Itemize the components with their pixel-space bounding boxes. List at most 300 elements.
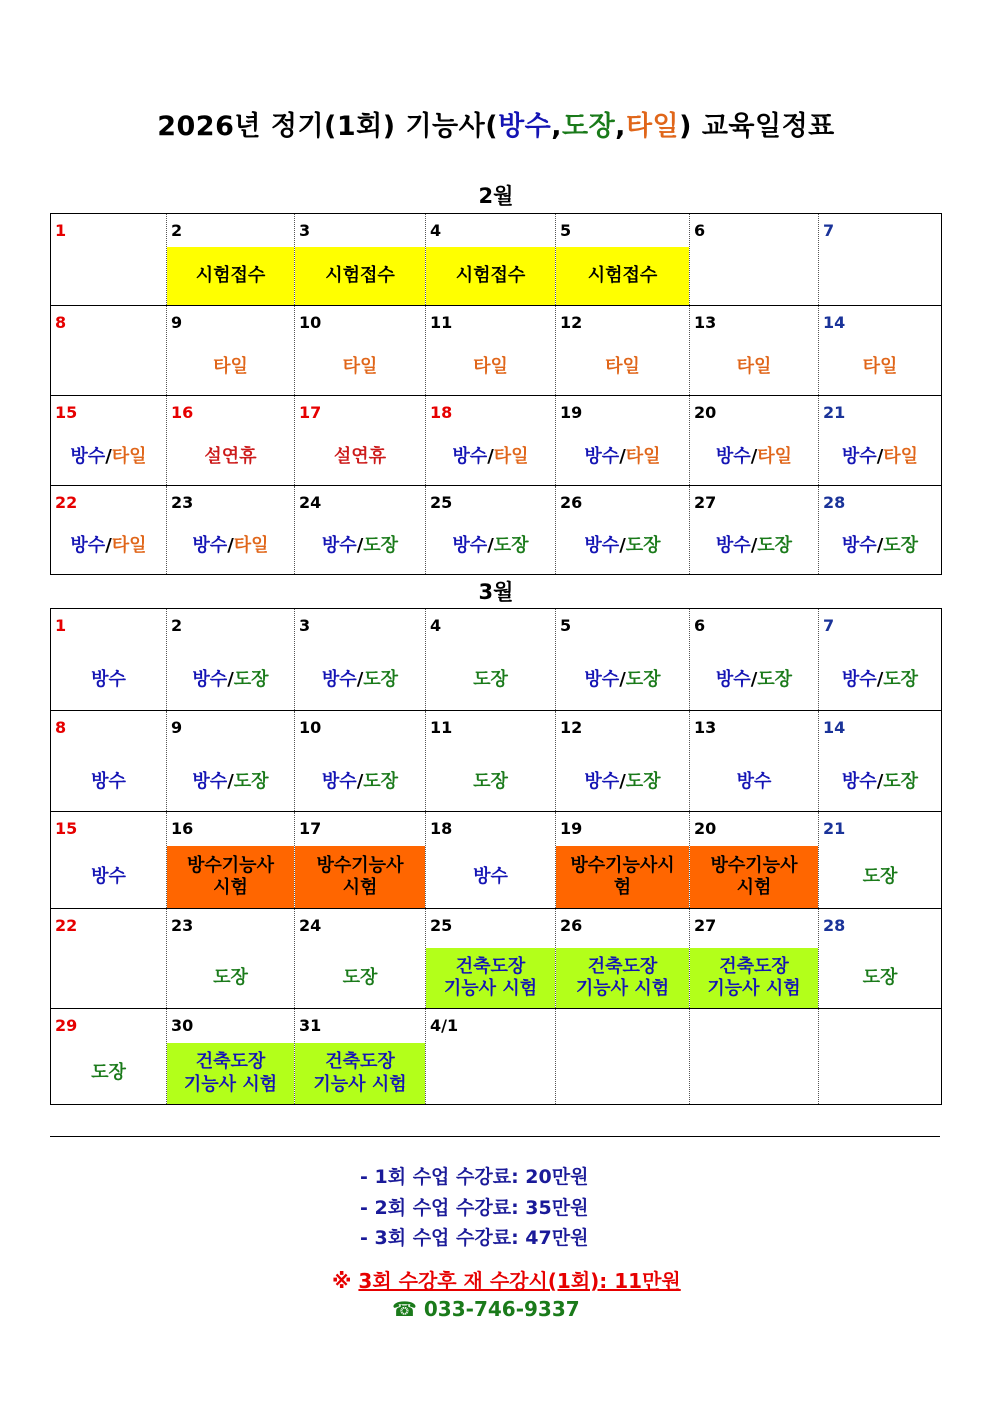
day-cell xyxy=(295,486,426,575)
event-text: 방수 xyxy=(841,669,877,691)
day-number: 24 xyxy=(299,493,322,512)
day-cell xyxy=(819,1009,942,1105)
event-line xyxy=(187,877,274,900)
week-row xyxy=(51,214,942,306)
day-cell xyxy=(51,396,167,486)
event-text: 시험 xyxy=(736,877,772,898)
event-text: 방수 xyxy=(841,445,877,467)
event-text: 타일 xyxy=(605,355,640,377)
day-cell xyxy=(426,214,556,306)
event-line xyxy=(605,356,640,379)
event-line xyxy=(842,535,918,558)
event-text: 도장 xyxy=(213,966,248,988)
day-number: 26 xyxy=(560,916,583,935)
day-number: 18 xyxy=(430,403,453,422)
day-cell xyxy=(167,812,295,909)
day-number: 7 xyxy=(823,616,835,635)
day-cell xyxy=(690,214,819,306)
event-block xyxy=(426,247,555,305)
week-row xyxy=(51,1009,942,1105)
event-text: 도장 xyxy=(625,669,661,691)
day-cell xyxy=(167,711,295,812)
event-block xyxy=(167,247,294,305)
event-text: 방수 xyxy=(192,770,228,792)
event-text: 방수 xyxy=(584,445,620,467)
day-cell xyxy=(556,306,690,396)
event-block xyxy=(426,753,555,811)
event-text: / xyxy=(487,445,494,467)
event-block xyxy=(51,1043,166,1104)
event-text: 시험 xyxy=(213,877,248,898)
day-cell xyxy=(690,812,819,909)
day-cell xyxy=(690,909,819,1009)
day-number: 25 xyxy=(430,916,453,935)
day-cell xyxy=(819,812,942,909)
event-block xyxy=(690,429,818,485)
calendar-feb xyxy=(50,213,942,575)
fee-line: - 1회 수업 수강료: 20만원 xyxy=(360,1166,589,1188)
event-line xyxy=(588,265,658,288)
day-number: 27 xyxy=(694,493,717,512)
day-cell xyxy=(819,214,942,306)
day-cell xyxy=(167,909,295,1009)
day-cell xyxy=(295,1009,426,1105)
event-text: / xyxy=(619,669,626,691)
event-line xyxy=(313,1074,406,1097)
event-text: 방수 xyxy=(321,669,357,691)
day-number: 15 xyxy=(55,403,78,422)
day-cell xyxy=(690,396,819,486)
event-text: 도장 xyxy=(363,669,399,691)
day-number: 11 xyxy=(430,718,453,737)
day-number: 13 xyxy=(694,718,717,737)
day-cell xyxy=(167,1009,295,1105)
event-text: / xyxy=(619,445,626,467)
day-cell xyxy=(819,609,942,711)
week-row xyxy=(51,812,942,909)
event-line xyxy=(842,669,918,692)
event-text: 도장 xyxy=(862,865,898,887)
event-text: 타일 xyxy=(342,355,378,377)
day-cell xyxy=(167,609,295,711)
event-line xyxy=(187,855,274,878)
event-text: / xyxy=(105,535,112,557)
event-block xyxy=(690,846,818,908)
event-block xyxy=(556,339,689,395)
event-text: 도장 xyxy=(883,669,919,691)
page-title: 2026년 정기(1회) 기능사(방수,도장,타일) 교육일정표 xyxy=(157,111,835,142)
event-block xyxy=(690,753,818,811)
event-text: 도장 xyxy=(363,535,399,557)
day-number: 28 xyxy=(823,916,846,935)
event-text: 건축도장 xyxy=(587,955,658,977)
event-text: / xyxy=(619,770,626,792)
event-block xyxy=(819,753,941,811)
event-block xyxy=(426,948,555,1008)
day-number: 23 xyxy=(171,916,194,935)
day-number: 6 xyxy=(694,221,706,240)
event-block xyxy=(167,429,294,485)
day-number: 4/1 xyxy=(430,1016,459,1035)
event-line xyxy=(322,535,398,558)
event-block xyxy=(295,753,425,811)
day-cell xyxy=(819,711,942,812)
phone-icon: ☎ xyxy=(392,1297,417,1321)
event-text: 건축도장 xyxy=(195,1051,266,1072)
event-block xyxy=(690,519,818,574)
event-line xyxy=(473,669,508,692)
event-text: 방수 xyxy=(91,770,126,792)
event-block xyxy=(819,339,941,395)
day-cell xyxy=(295,306,426,396)
day-cell xyxy=(51,214,167,306)
day-number: 14 xyxy=(823,313,846,332)
event-line xyxy=(91,771,126,794)
month-label-feb: 2월 xyxy=(478,184,514,208)
event-block xyxy=(167,339,294,395)
day-number: 17 xyxy=(299,403,322,422)
week-row xyxy=(51,711,942,812)
event-text: / xyxy=(227,669,234,691)
day-number: 23 xyxy=(171,493,194,512)
event-block xyxy=(690,948,818,1008)
event-text: 방수 xyxy=(715,669,751,691)
day-number: 8 xyxy=(55,718,67,737)
event-block xyxy=(426,846,555,908)
week-row xyxy=(51,609,942,711)
event-block xyxy=(167,651,294,710)
day-cell xyxy=(167,306,295,396)
event-text: 방수 xyxy=(584,535,620,557)
day-number: 28 xyxy=(823,493,846,512)
event-line xyxy=(584,446,660,469)
day-cell xyxy=(167,396,295,486)
day-cell xyxy=(556,812,690,909)
event-line xyxy=(192,535,268,558)
event-line xyxy=(452,535,528,558)
event-text: 방수 xyxy=(584,669,620,691)
retake-note-text: 3회 수강후 재 수강시(1회): 11만원 xyxy=(358,1269,681,1293)
event-block xyxy=(51,846,166,908)
event-text: 도장 xyxy=(757,535,793,557)
event-text: 도장 xyxy=(493,535,529,557)
event-block xyxy=(690,651,818,710)
day-cell xyxy=(819,486,942,575)
day-number: 7 xyxy=(823,221,835,240)
event-text: / xyxy=(105,445,112,467)
phone-number: 033-746-9337 xyxy=(423,1297,580,1321)
event-block xyxy=(426,651,555,710)
event-line xyxy=(196,265,266,288)
event-text: 도장 xyxy=(862,966,898,988)
event-block xyxy=(819,846,941,908)
day-cell xyxy=(819,306,942,396)
day-number: 13 xyxy=(694,313,717,332)
day-number: 2 xyxy=(171,616,183,635)
event-line xyxy=(842,771,918,794)
event-block xyxy=(295,339,425,395)
event-text: / xyxy=(876,770,884,792)
event-block xyxy=(295,429,425,485)
event-text: / xyxy=(876,535,884,557)
event-line xyxy=(184,1051,277,1074)
day-number: 29 xyxy=(55,1016,78,1035)
month-label-mar: 3월 xyxy=(478,580,514,604)
event-text: / xyxy=(487,535,494,557)
event-line xyxy=(70,446,146,469)
event-line xyxy=(584,669,660,692)
event-block xyxy=(295,651,425,710)
day-number: 1 xyxy=(55,221,67,240)
day-number: 17 xyxy=(299,819,322,838)
event-line xyxy=(452,446,528,469)
day-cell xyxy=(556,396,690,486)
event-line xyxy=(842,446,918,469)
event-text: 건축도장 xyxy=(719,955,789,977)
event-text: 방수 xyxy=(192,669,228,691)
day-cell xyxy=(426,812,556,909)
day-cell xyxy=(51,306,167,396)
day-number: 22 xyxy=(55,493,78,512)
event-block xyxy=(556,948,689,1008)
day-cell xyxy=(426,609,556,711)
event-text: 방수 xyxy=(841,535,877,557)
day-cell xyxy=(295,609,426,711)
event-block xyxy=(51,429,166,485)
fee-line: - 3회 수업 수강료: 47만원 xyxy=(360,1227,589,1249)
day-number: 19 xyxy=(560,819,583,838)
event-line xyxy=(716,446,792,469)
day-cell xyxy=(426,1009,556,1105)
event-block xyxy=(426,429,555,485)
event-block xyxy=(51,753,166,811)
event-text: 타일 xyxy=(862,355,898,377)
event-text: 타일 xyxy=(736,355,772,377)
event-text: 시험접수 xyxy=(325,264,395,286)
event-text: / xyxy=(876,445,884,467)
event-block xyxy=(295,1043,425,1104)
day-number: 1 xyxy=(55,616,67,635)
day-number: 16 xyxy=(171,819,194,838)
event-text: 도장 xyxy=(342,966,378,988)
event-text: / xyxy=(356,669,364,691)
day-number: 5 xyxy=(560,221,572,240)
day-number: 6 xyxy=(694,616,706,635)
day-number: 10 xyxy=(299,718,322,737)
day-cell xyxy=(51,909,167,1009)
event-block xyxy=(167,1043,294,1104)
event-block xyxy=(819,429,941,485)
event-text: 방수 xyxy=(91,865,126,887)
day-cell xyxy=(556,486,690,575)
week-row xyxy=(51,486,942,575)
event-text: 도장 xyxy=(625,770,661,792)
day-cell xyxy=(51,609,167,711)
event-line xyxy=(343,356,378,379)
event-block xyxy=(819,651,941,710)
event-block xyxy=(167,753,294,811)
reference-mark: ※ xyxy=(332,1269,352,1293)
event-line xyxy=(91,1062,126,1085)
event-line xyxy=(576,956,669,979)
event-text: 방수기능사시 xyxy=(570,854,675,876)
event-block xyxy=(556,753,689,811)
event-line xyxy=(204,446,256,469)
event-line xyxy=(192,771,268,794)
day-number: 12 xyxy=(560,313,583,332)
event-text: 방수 xyxy=(715,535,751,557)
event-text: 방수 xyxy=(841,770,877,792)
event-text: 방수 xyxy=(321,535,357,557)
event-text: 타일 xyxy=(473,355,508,377)
event-block xyxy=(51,651,166,710)
day-number: 15 xyxy=(55,819,78,838)
day-cell xyxy=(426,306,556,396)
event-block xyxy=(167,519,294,574)
calendar-mar xyxy=(50,608,942,1105)
event-block xyxy=(167,846,294,908)
event-text: 방수기능사 xyxy=(710,854,798,876)
day-cell xyxy=(426,909,556,1009)
day-number: 8 xyxy=(55,313,67,332)
event-text: 타일 xyxy=(625,445,661,467)
event-text: 도장 xyxy=(757,669,793,691)
event-block xyxy=(690,339,818,395)
event-text: 방수 xyxy=(473,865,508,887)
event-text: 방수 xyxy=(70,445,106,467)
day-number: 21 xyxy=(823,403,846,422)
event-text: 도장 xyxy=(883,535,919,557)
event-text: 도장 xyxy=(91,1062,126,1084)
event-text: 기능사 시험 xyxy=(707,978,801,999)
week-row xyxy=(51,909,942,1009)
event-text: 시험 xyxy=(342,877,378,898)
event-line xyxy=(444,978,537,1001)
event-line xyxy=(184,1074,277,1097)
event-text: 타일 xyxy=(883,445,919,467)
event-text: 건축도장 xyxy=(455,955,526,977)
day-number: 5 xyxy=(560,616,572,635)
day-cell xyxy=(295,812,426,909)
event-text: 도장 xyxy=(625,535,661,557)
event-text: 기능사 시험 xyxy=(313,1073,407,1095)
divider xyxy=(50,1136,940,1137)
event-line xyxy=(737,771,772,794)
event-text: 기능사 시험 xyxy=(183,1073,278,1095)
event-text: 건축도장 xyxy=(325,1051,395,1072)
day-cell xyxy=(295,214,426,306)
event-line xyxy=(576,978,669,1001)
event-line xyxy=(322,771,398,794)
event-text: 방수 xyxy=(192,535,228,557)
event-line xyxy=(343,967,378,990)
event-text: / xyxy=(227,770,234,792)
retake-note xyxy=(332,1265,681,1294)
day-number: 27 xyxy=(694,916,717,935)
event-text: / xyxy=(750,669,758,691)
day-cell xyxy=(426,396,556,486)
day-cell xyxy=(295,711,426,812)
week-row xyxy=(51,306,942,396)
day-cell xyxy=(295,396,426,486)
event-block xyxy=(556,247,689,305)
event-text: / xyxy=(876,669,884,691)
event-text: / xyxy=(227,535,234,557)
event-text: 방수 xyxy=(736,770,772,792)
day-cell xyxy=(556,609,690,711)
day-cell xyxy=(426,711,556,812)
day-cell xyxy=(556,909,690,1009)
event-text: 타일 xyxy=(233,535,269,557)
event-text: / xyxy=(750,535,758,557)
day-cell xyxy=(51,1009,167,1105)
event-line xyxy=(570,877,674,900)
event-text: 방수기능사 xyxy=(316,854,404,876)
event-text: 방수 xyxy=(321,770,357,792)
day-number: 3 xyxy=(299,221,311,240)
event-line xyxy=(473,866,508,889)
event-text: 타일 xyxy=(111,445,147,467)
event-text: 방수기능사 xyxy=(187,854,274,876)
event-text: 방수 xyxy=(452,445,488,467)
event-line xyxy=(584,535,660,558)
day-number: 26 xyxy=(560,493,583,512)
day-number: 9 xyxy=(171,718,183,737)
event-line xyxy=(863,967,898,990)
event-line xyxy=(737,356,772,379)
day-number: 20 xyxy=(694,403,717,422)
day-number: 12 xyxy=(560,718,583,737)
day-cell xyxy=(690,711,819,812)
day-number: 14 xyxy=(823,718,846,737)
event-block xyxy=(295,948,425,1008)
phone-line xyxy=(392,1297,580,1321)
event-block xyxy=(556,519,689,574)
day-cell xyxy=(819,396,942,486)
event-block xyxy=(556,429,689,485)
day-cell xyxy=(295,909,426,1009)
day-number: 21 xyxy=(823,819,846,838)
day-number: 22 xyxy=(55,916,78,935)
day-cell xyxy=(819,909,942,1009)
event-line xyxy=(707,956,800,979)
day-number: 18 xyxy=(430,819,453,838)
day-cell xyxy=(167,486,295,575)
event-text: 기능사 시험 xyxy=(575,978,670,999)
day-number: 16 xyxy=(171,403,194,422)
day-number: 11 xyxy=(430,313,453,332)
event-block xyxy=(426,519,555,574)
event-text: 시험접수 xyxy=(587,264,658,286)
event-text: 도장 xyxy=(233,669,269,691)
event-text: 타일 xyxy=(111,535,147,557)
day-number: 19 xyxy=(560,403,583,422)
event-block xyxy=(295,519,425,574)
day-number: 2 xyxy=(171,221,183,240)
event-text: 험 xyxy=(613,877,632,898)
event-line xyxy=(322,669,398,692)
event-line xyxy=(456,265,526,288)
day-number: 9 xyxy=(171,313,183,332)
event-line xyxy=(313,1051,406,1074)
event-block xyxy=(167,948,294,1008)
event-line xyxy=(711,877,798,900)
day-number: 24 xyxy=(299,916,322,935)
event-line xyxy=(584,771,660,794)
day-number: 30 xyxy=(171,1016,194,1035)
event-text: / xyxy=(356,535,364,557)
event-text: 타일 xyxy=(493,445,529,467)
